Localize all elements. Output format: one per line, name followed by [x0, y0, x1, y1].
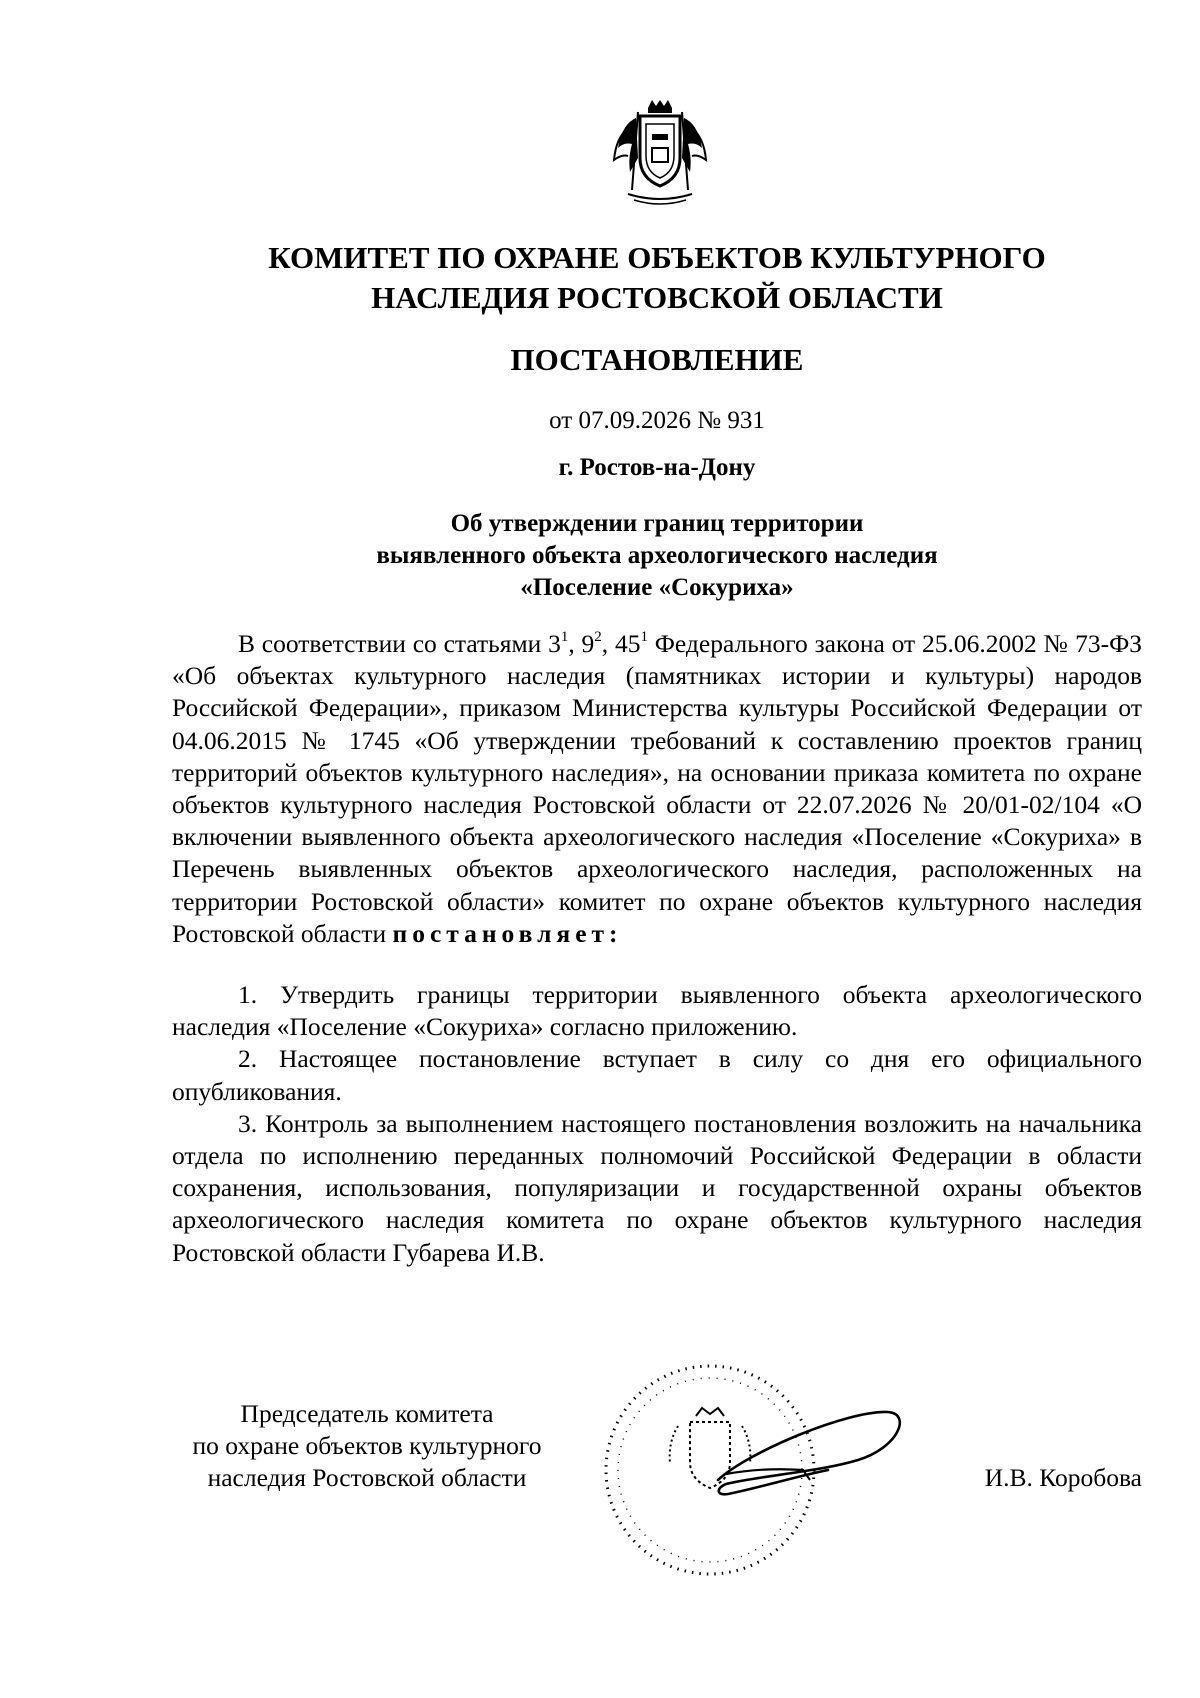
subject-line2: выявленного объекта археологического наследия [376, 542, 938, 569]
signatory-title [172, 1398, 562, 1494]
decree-item-1: 1. Утвердить границы территории выявленного объекта археологического наследия «Поселение «Сокуриха» согласно приложению. [172, 980, 1142, 1042]
preamble-sup3: 1 [640, 628, 648, 645]
signatory-title-line3: наследия Ростовской области [207, 1463, 527, 1492]
committee-name [172, 238, 1142, 318]
committee-name-line2: НАСЛЕДИЯ РОСТОВСКОЙ ОБЛАСТИ [371, 280, 943, 315]
signatory-name: И.В. Коробова [984, 1463, 1142, 1492]
preamble-part2: , 9 [568, 629, 595, 658]
preamble-paragraph [172, 628, 1142, 950]
preamble-part1: В соответствии со статьями 3 [238, 629, 561, 658]
decree-word: постановляет: [392, 918, 623, 948]
document-subject [172, 508, 1142, 604]
signatory-title-line1: Председатель комитета [240, 1399, 494, 1428]
document-date-number: от 07.09.2026 № 931 [549, 407, 765, 434]
document-body [172, 628, 1142, 1269]
subject-line3: «Поселение «Сокуриха» [520, 574, 794, 601]
preamble-sup1: 1 [560, 628, 569, 645]
preamble-part4: Федерального закона от 25.06.2002 № 73-ФЗ «Об объектах культурного наследия (памятниках истории и культуры) народов Российской Федерации», приказом Министерства культуры Российской Федерации от 04.06.2015 № 1745 «Об утверждении требований к составлению проектов границ территорий объектов культурного наследия», на основании приказа комитета по охране объектов культурного наследия Ростовской области от 22.07.2026 № 20/01-02/104 «О включении выявленного объекта археологического наследия «Поселение «Сокуриха» в Перечень выявленных объектов археологического наследия, расположенных на территории Ростовской области» комитет по охране объектов культурного наследия Ростовской области [172, 629, 1143, 948]
preamble-part3: , 45 [601, 629, 641, 658]
document-place: г. Ростов-на-Дону [558, 454, 756, 481]
decree-item-2: 2. Настоящее постановление вступает в силу со дня его официального опубликования. [172, 1044, 1142, 1106]
official-seal-signature-icon [598, 1352, 908, 1592]
preamble-sup2: 2 [594, 628, 602, 645]
paragraph-gap [172, 950, 1142, 979]
subject-line1: Об утверждении границ территории [450, 510, 864, 537]
decree-item-3: 3. Контроль за выполнением настоящего постановления возложить на начальника отдела по исполнению переданных полномочий Российской Федерации в области сохранения, использования, популяризации и государственной охраны объектов археологического наследия комитета по охране объектов культурного наследия Ростовской области Губарева И.В. [172, 1108, 1142, 1267]
signatory-title-line2: по охране объектов культурного [192, 1431, 542, 1460]
committee-name-line1: КОМИТЕТ ПО ОХРАНЕ ОБЪЕКТОВ КУЛЬТУРНОГО [268, 240, 1046, 275]
coat-of-arms-emblem-icon [598, 98, 718, 210]
document-type: ПОСТАНОВЛЕНИЕ [510, 342, 804, 377]
